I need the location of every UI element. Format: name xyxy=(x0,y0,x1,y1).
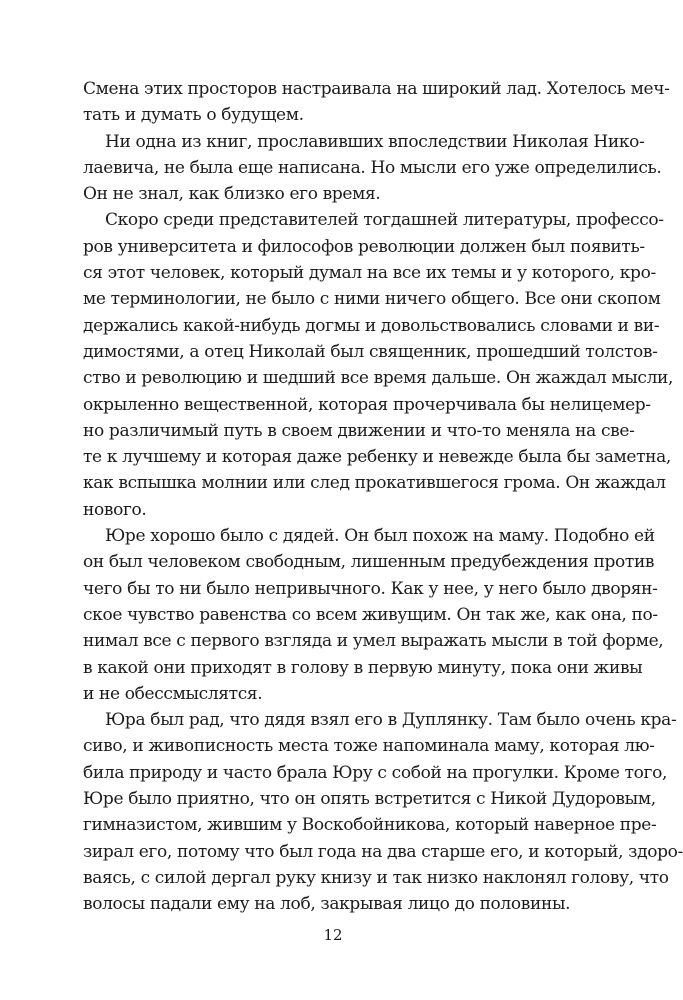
text-line: и не обессмыслятся. xyxy=(83,683,263,704)
text-line: он был человеком свободным, лишенным предубеждения против xyxy=(83,552,655,573)
text-line: нимал все с первого взгляда и умел выражать мысли в той форме, xyxy=(83,631,664,652)
text-line: чего бы то ни было непривычного. Как у нее, у него было дворян- xyxy=(83,578,658,599)
text-line: ваясь, с силой дергал руку книзу и так низко наклонял голову, что xyxy=(83,867,669,888)
text-line: нового. xyxy=(83,499,147,520)
text-line: ское чувство равенства со всем живущим. Он так же, как она, по- xyxy=(83,604,658,625)
text-line: держались какой-нибудь догмы и довольствовались словами и ви- xyxy=(83,315,660,336)
text-line: димостями, а отец Николай был священник, прошедший толстов- xyxy=(83,341,658,362)
text-line: лаевича, не была еще написана. Но мысли его уже определились. xyxy=(83,157,662,178)
text-line: ме терминологии, не было с ними ничего общего. Все они скопом xyxy=(83,289,661,310)
body-text xyxy=(83,76,683,918)
text-line: тать и думать о будущем. xyxy=(83,105,304,126)
text-line: сиво, и живописность места тоже напоминала маму, которая лю- xyxy=(83,736,655,757)
text-line: зирал его, потому что был года на два старше его, и который, здоро- xyxy=(83,841,683,862)
text-line: окрыленно вещественной, которая прочерчивала бы нелицемер- xyxy=(83,394,651,415)
text-line: Ни одна из книг, прославивших впоследствии Николая Нико- xyxy=(105,131,645,152)
text-line: ся этот человек, который думал на все их темы и у которого, кро- xyxy=(83,263,656,284)
text-line: Он не знал, как близко его время. xyxy=(83,184,381,205)
text-line: ство и революцию и шедший все время дальше. Он жаждал мысли, xyxy=(83,368,674,389)
text-line: в какой они приходят в голову в первую минуту, пока они живы xyxy=(83,657,643,678)
paragraph xyxy=(83,129,662,208)
text-line: Юре было приятно, что он опять встретится с Никой Дудоровым, xyxy=(83,789,656,810)
paragraph xyxy=(83,707,683,917)
text-line: как вспышка молнии или след прокатившегося грома. Он жаждал xyxy=(83,473,666,494)
text-line: Смена этих просторов настраивала на широкий лад. Хотелось меч- xyxy=(83,79,670,99)
text-line: Юра был рад, что дядя взял его в Дуплянку. Там было очень кра- xyxy=(105,710,677,731)
text-line: волосы падали ему на лоб, закрывая лицо до половины. xyxy=(83,894,571,915)
text-line: те к лучшему и которая даже ребенку и невежде была бы заметна, xyxy=(83,447,671,468)
text-line: Скоро среди представителей тогдашней литературы, профессо- xyxy=(105,210,664,231)
paragraph xyxy=(83,76,670,129)
text-line: но различимый путь в своем движении и что-то меняла на све- xyxy=(83,420,635,441)
text-line: била природу и часто брала Юру с собой на прогулки. Кроме того, xyxy=(83,762,668,783)
paragraph xyxy=(83,207,674,523)
paragraph xyxy=(83,523,664,707)
text-line: ров университета и философов революции должен был появить- xyxy=(83,236,645,257)
page-number: 12 xyxy=(323,926,343,944)
text-line: гимназистом, жившим у Воскобойникова, который наверное пре- xyxy=(83,815,657,836)
text-line: Юре хорошо было с дядей. Он был похож на маму. Подобно ей xyxy=(105,526,655,547)
